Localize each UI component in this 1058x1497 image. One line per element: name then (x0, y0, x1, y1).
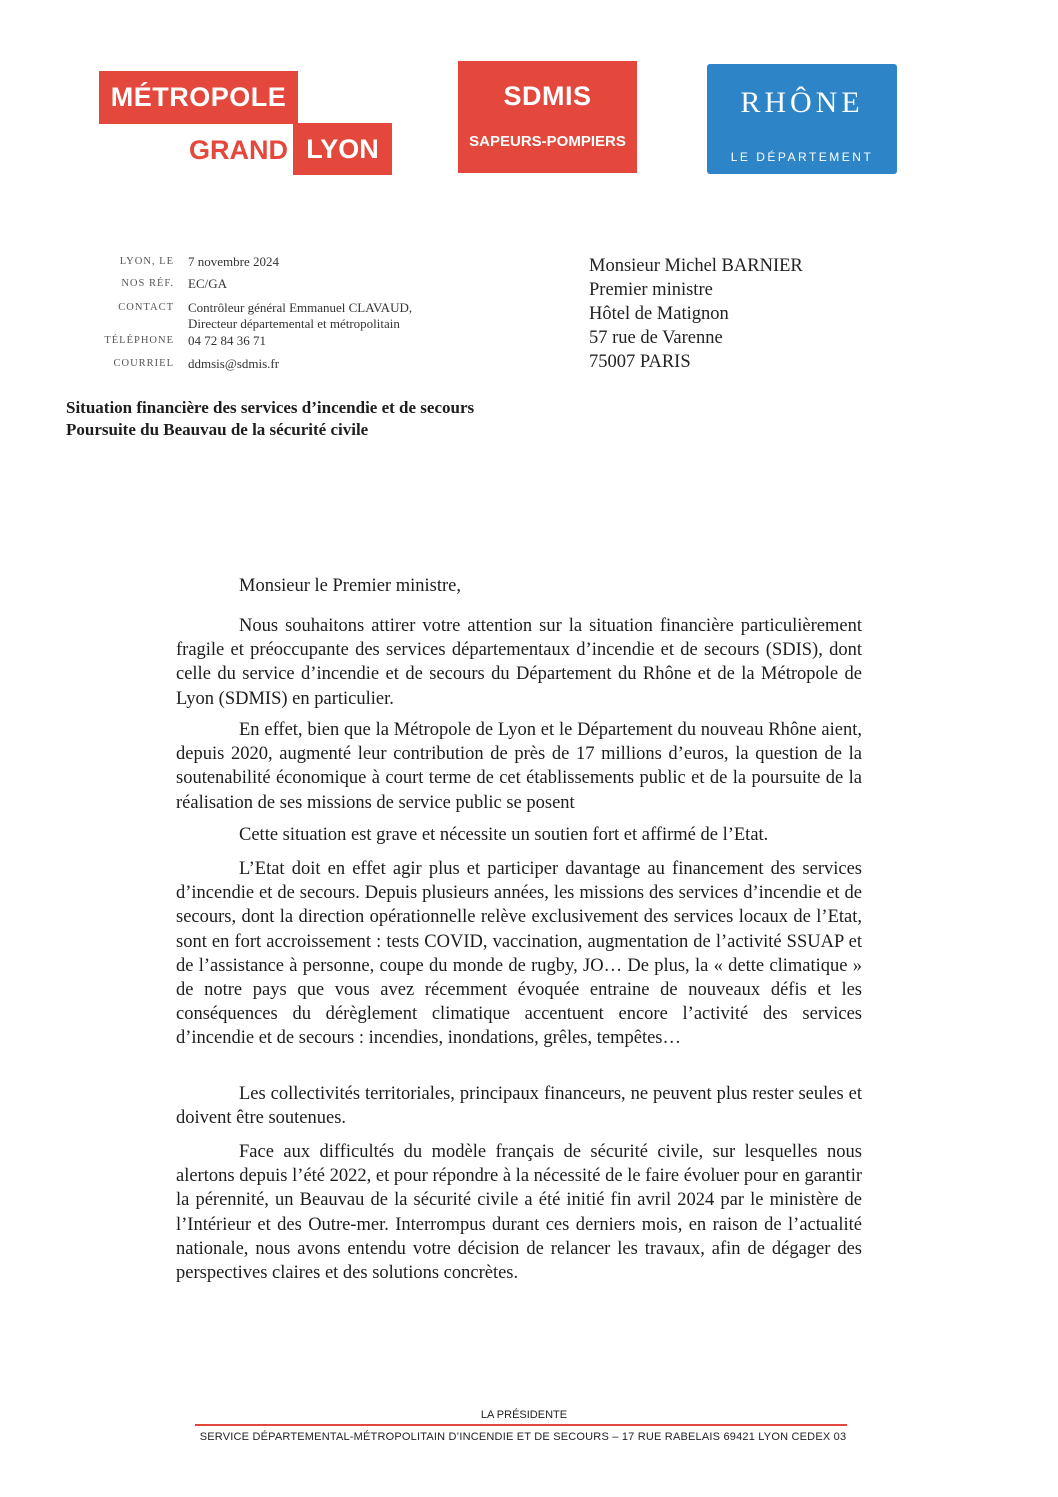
recipient-address (589, 254, 803, 374)
phone-label: TÉLÉPHONE (104, 335, 174, 346)
paragraph-1: Nous souhaitons attirer votre attention sur la situation financière particulièrement fragile et préoccupante des services départementaux d’incendie et de secours (SDIS), dont celle du service d’incendie et de secours du Département du Rhône et de la Métropole de Lyon (SDMIS) en particulier. (176, 616, 862, 709)
rhone-logo (707, 64, 897, 174)
metropole-logo-lyon: LYON (293, 123, 392, 175)
email-value: ddmsis@sdmis.fr (188, 356, 280, 371)
footer-signatory-label: LA PRÉSIDENTE (480, 1409, 568, 1421)
rhone-logo-title: RHÔNE (740, 86, 864, 119)
paragraph-4: L’Etat doit en effet agir plus et participer davantage au financement des services d’incendie et de secours. Depuis plusieurs années, les missions des services d’incendie et de secours, dont la direction opérationnelle relève exclusivement des services locaux de l’Etat, sont en fort accroissement : tests COVID, vaccination, augmentation de l’activité SSUAP et de l’assistance à personne, coupe du monde de rugby, JO… De plus, la « dette climatique » de notre pays que vous avez récemment évoquée entraine de nouveaux défis et les conséquences du dérèglement climatique accentuent encore l’activité des services d’incendie et de secours : incendies, inondations, grêles, tempêtes… (176, 859, 862, 1049)
recipient-city: 75007 PARIS (589, 352, 691, 372)
email-label: COURRIEL (113, 358, 174, 369)
metropole-logo-top: MÉTROPOLE (99, 71, 298, 124)
recipient-name: Monsieur Michel BARNIER (589, 256, 803, 276)
footer-address: SERVICE DÉPARTEMENTAL-MÉTROPOLITAIN D’INCENDIE ET DE SECOURS – 17 RUE RABELAIS 69421 LYON CEDEX 03 (199, 1431, 847, 1443)
sdmis-logo-subtitle: SAPEURS-POMPIERS (469, 133, 626, 150)
reference-label: NOS RÉF. (121, 278, 174, 289)
paragraph-6: Face aux difficultés du modèle français de sécurité civile, sur lesquelles nous alertons depuis l’été 2022, et pour répondre à la nécessité de le faire évoluer pour en garantir la pérennité, un Beauvau de la sécurité civile a été initié fin avril 2024 par le ministère de l’Intérieur et des Outre-mer. Interrompus durant ces derniers mois, en raison de l’actualité nationale, nous avons entendu votre décision de relancer les travaux, afin de dégager des perspectives claires et des solutions concrètes. (176, 1142, 862, 1284)
metropole-logo-grand: GRAND (189, 135, 288, 165)
subject-line-1: Situation financière des services d’incendie et de secours (66, 398, 475, 417)
footer-divider (195, 1424, 847, 1426)
sdmis-logo (458, 61, 637, 173)
letter-subject (66, 397, 474, 441)
recipient-street: 57 rue de Varenne (589, 328, 723, 348)
recipient-title: Premier ministre (589, 280, 713, 300)
paragraph-5: Les collectivités territoriales, principaux financeurs, ne peuvent plus rester seules et doivent être soutenues. (176, 1084, 862, 1129)
reference-value: EC/GA (188, 276, 227, 291)
salutation: Monsieur le Premier ministre, (239, 576, 461, 596)
contact-value-line2: Directeur départemental et métropolitain (188, 316, 400, 331)
paragraph-3: Cette situation est grave et nécessite un soutien fort et affirmé de l’Etat. (239, 825, 769, 845)
recipient-building: Hôtel de Matignon (589, 304, 729, 324)
contact-label: CONTACT (118, 302, 174, 313)
contact-value-line1: Contrôleur général Emmanuel CLAVAUD, (188, 300, 413, 315)
paragraph-2: En effet, bien que la Métropole de Lyon et le Département du nouveau Rhône aient, depuis 2020, augmenté leur contribution de près de 17 millions d’euros, la question de la soutenabilité économique à court terme de cet établissements public et de la poursuite de la réalisation de ses missions de service public se posent (176, 720, 862, 813)
phone-value: 04 72 84 36 71 (188, 333, 266, 348)
date-value: 7 novembre 2024 (188, 254, 279, 269)
date-label: LYON, LE (119, 256, 174, 267)
rhone-logo-subtitle: LE DÉPARTEMENT (730, 150, 874, 164)
sdmis-logo-title: SDMIS (503, 81, 592, 111)
subject-line-2: Poursuite du Beauvau de la sécurité civile (66, 420, 369, 439)
